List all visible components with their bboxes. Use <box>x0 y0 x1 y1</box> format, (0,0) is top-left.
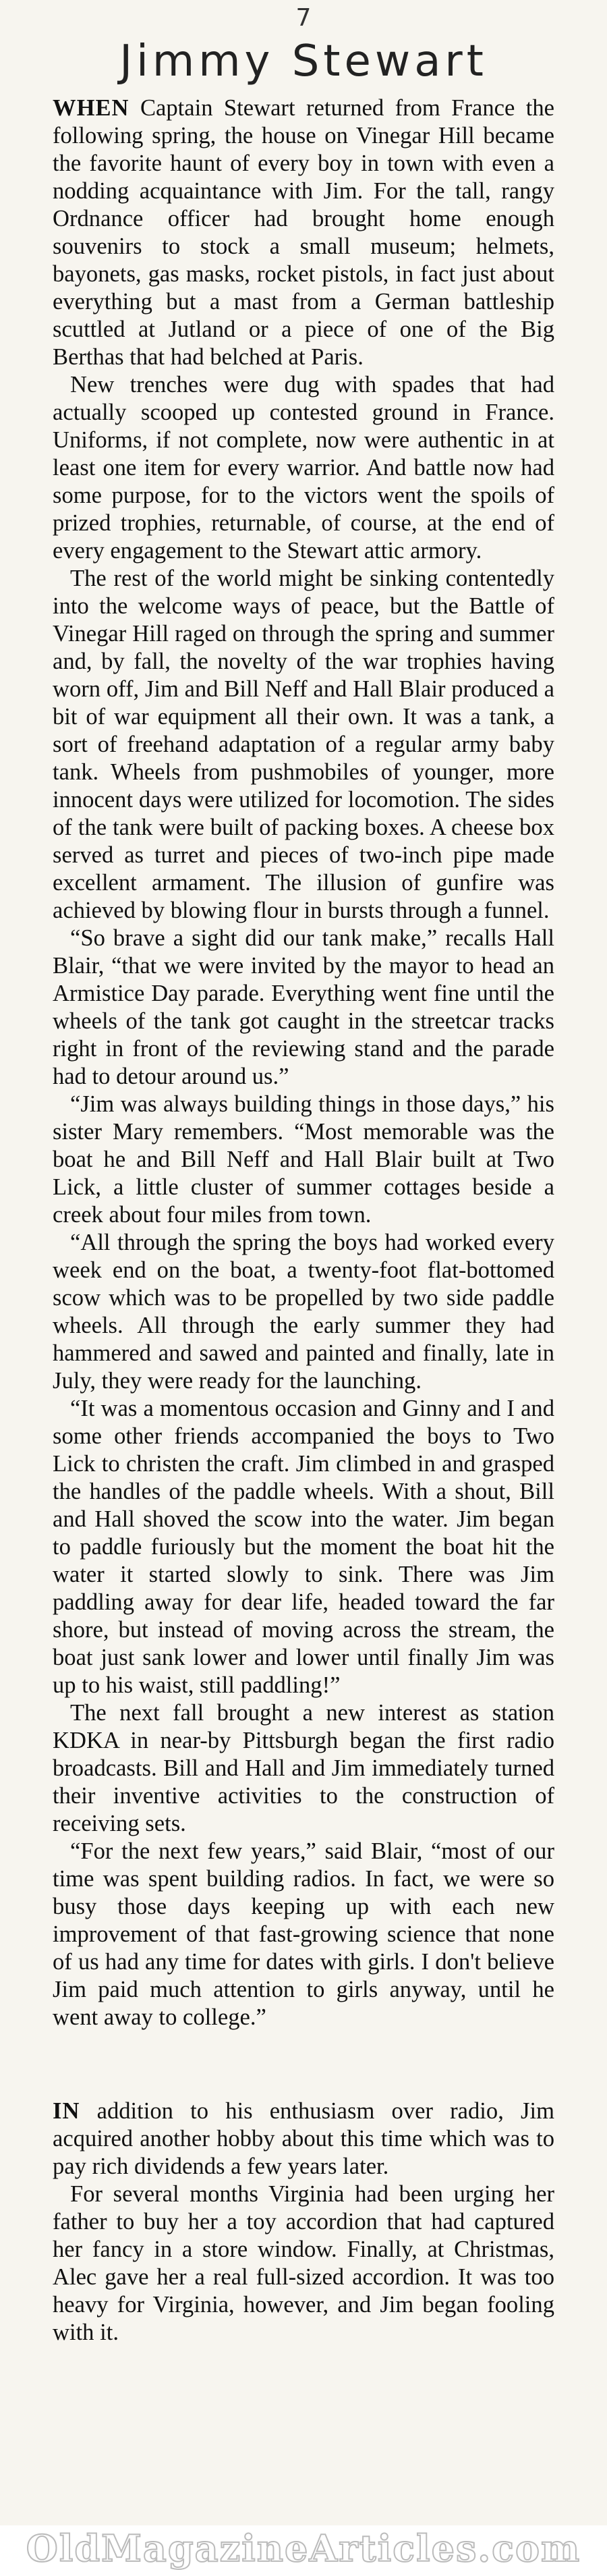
paragraph-10-text: addition to his enthusiasm over radio, Jim acquired another hobby about this time which was to pay rich dividends a few years later. <box>53 2098 554 2179</box>
footer <box>0 2525 607 2576</box>
article-body <box>53 94 554 2347</box>
paragraph-1-text: Captain Stewart returned from France the following spring, the house on Vinegar Hill became the favorite haunt of every boy in town with even a nodding acquaintance with Jim. For the tall, rangy Ordnance officer had brought home enough souvenirs to stock a small museum; helmets, bayonets, gas masks, rocket pistols, in fact just about everything but a mast from a German battleship scuttled at Jutland or a piece of one of the Big Berthas that had belched at Paris. <box>53 95 554 370</box>
paragraph-9: “For the next few years,” said Blair, “most of our time was spent building radios. In fact, we were so busy those days keeping up with each new improvement of that fast-growing science that none of us had any time for dates with girls. I don't believe Jim paid much attention to girls anyway, until he went away to college.” <box>53 1838 554 2030</box>
paragraph-2: New trenches were dug with spades that had actually scooped up contested ground in France. Uniforms, if not complete, now were authentic in at least one item for every warrior. And battle now had some purpose, for to the victors went the spoils of prized trophies, returnable, of course, at the end of every engagement to the Stewart attic armory. <box>53 372 554 564</box>
paragraph-10 <box>53 2098 554 2181</box>
site-watermark: OldMagazineArticles.com <box>26 2527 581 2570</box>
paragraph-4: “So brave a sight did our tank make,” recalls Hall Blair, “that we were invited by the mayor to head an Armistice Day parade. Everything went fine until the wheels of the tank got caught in the streetcar tracks right in front of the reviewing stand and the parade had to detour around us.” <box>53 925 554 1089</box>
article-title: Jimmy Stewart <box>119 36 488 86</box>
paragraph-5: “Jim was always building things in those days,” his sister Mary remembers. “Most memorable was the boat he and Bill Neff and Hall Blair built at Two Lick, a little cluster of summer cottages beside a creek about four miles from town. <box>53 1091 554 1228</box>
page-number: 7 <box>295 4 312 32</box>
paragraph-6: “All through the spring the boys had worked every week end on the boat, a twenty-foot flat-bottomed scow which was to be propelled by two side paddle wheels. All through the early summer they had hammered and sawed and painted and finally, late in July, they were ready for the launching. <box>53 1230 554 1394</box>
section-break <box>53 2031 554 2098</box>
paragraph-1 <box>53 94 554 371</box>
paragraph-8: The next fall brought a new interest as station KDKA in near-by Pittsburgh began the first radio broadcasts. Bill and Hall and Jim immediately turned their inventive activities to the construction of receiving sets. <box>53 1700 554 1836</box>
paragraph-3: The rest of the world might be sinking contentedly into the welcome ways of peace, but the Battle of Vinegar Hill raged on through the spring and summer and, by fall, the novelty of the war trophies having worn off, Jim and Bill Neff and Hall Blair produced a bit of war equipment all their own. It was a tank, a sort of freehand adaptation of a regular army baby tank. Wheels from pushmobiles of younger, more innocent days were utilized for locomotion. The sides of the tank were built of packing boxes. A cheese box served as turret and pieces of two-inch pipe made excellent armament. The illusion of gunfire was achieved by blowing flour in bursts through a funnel. <box>53 566 554 923</box>
lead-word: WHEN <box>53 95 129 121</box>
paragraph-11: For several months Virginia had been urging her father to buy her a toy accordion that had captured her fancy in a store window. Finally, at Christmas, Alec gave her a real full-sized accordion. It was too heavy for Virginia, however, and Jim began fooling with it. <box>53 2181 554 2345</box>
lead-word: IN <box>53 2098 80 2124</box>
paragraph-7: “It was a momentous occasion and Ginny and I and some other friends accompanied the boys to Two Lick to christen the craft. Jim climbed in and grasped the handles of the paddle wheels. With a shout, Bill and Hall shoved the scow into the water. Jim began to paddle furiously but the moment the boat hit the water it started slowly to sink. There was Jim paddling away for dear life, headed toward the far shore, but instead of moving across the stream, the boat just sank lower and lower until finally Jim was up to his waist, still paddling!” <box>53 1396 554 1698</box>
